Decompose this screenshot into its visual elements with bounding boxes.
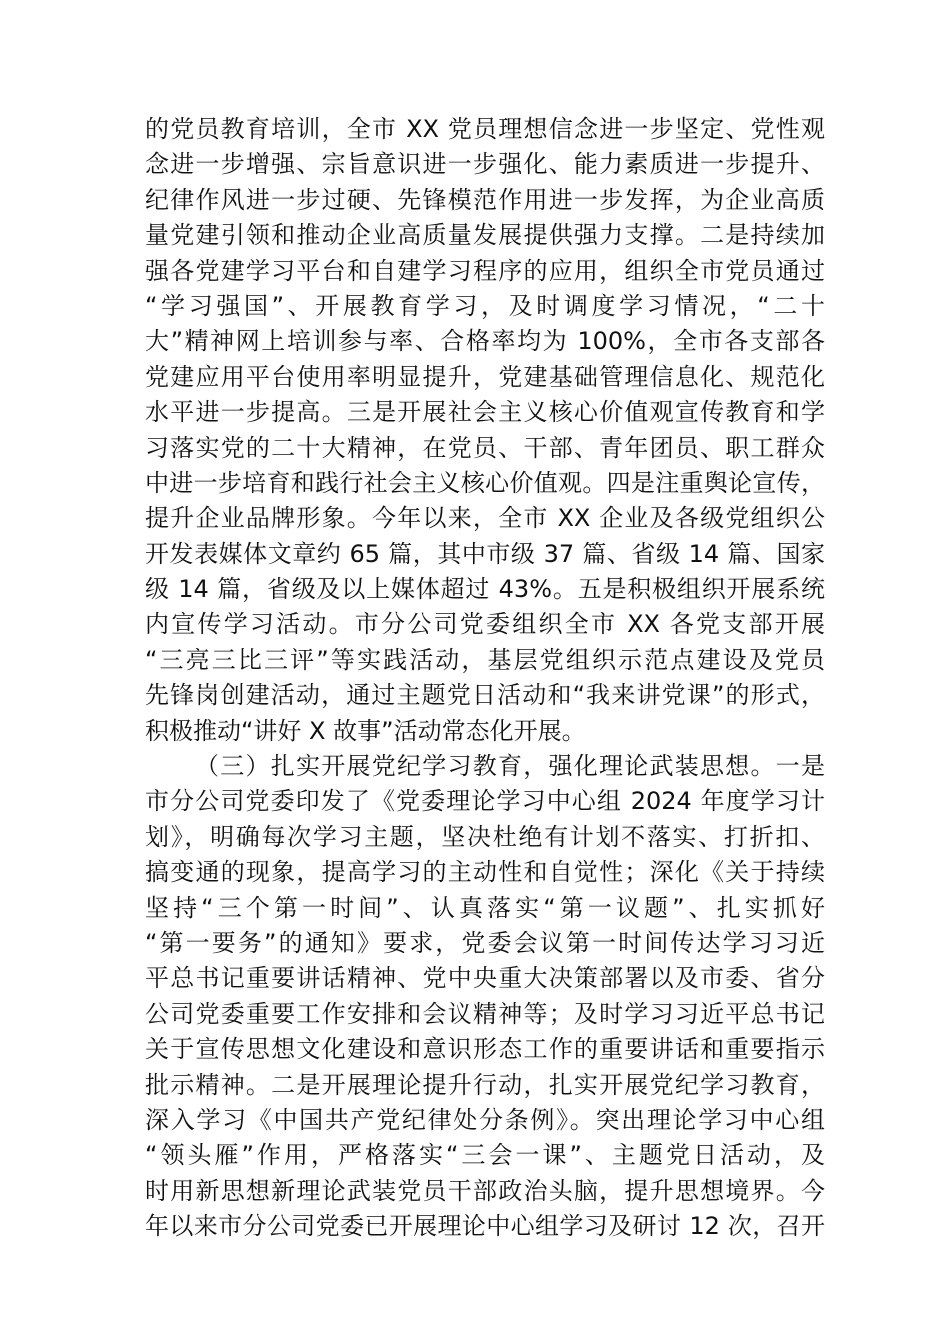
text-line: 搞变通的现象，提高学习的主动性和自觉性；深化《关于持续	[145, 858, 825, 887]
text-line: 深入学习《中国共产党纪律处分条例》。突出理论学习中心组	[145, 1105, 825, 1134]
text-line: “领头雁”作用，严格落实“三会一课”、主题党日活动，及	[145, 1141, 825, 1170]
text-line: “第一要务”的通知》要求，党委会议第一时间传达学习习近	[145, 928, 825, 957]
text-line: 级 14 篇，省级及以上媒体超过 43%。五是积极组织开展系统	[145, 575, 825, 604]
text-line: 平总书记重要讲话精神、党中央重大决策部署以及市委、省分	[145, 964, 825, 993]
text-line: 关于宣传思想文化建设和意识形态工作的重要讲话和重要指示	[145, 1035, 825, 1064]
text-line: 开发表媒体文章约 65 篇，其中市级 37 篇、省级 14 篇、国家	[145, 539, 825, 568]
text-line: 量党建引领和推动企业高质量发展提供强力支撑。二是持续加	[145, 221, 825, 250]
paragraph-end-line: 积极推动“讲好 X 故事”活动常态化开展。	[145, 716, 586, 745]
text-line: 强各党建学习平台和自建学习程序的应用，组织全市党员通过	[145, 256, 825, 285]
text-line: 年以来市分公司党委已开展理论中心组学习及研讨 12 次，召开	[145, 1212, 825, 1241]
text-line: 批示精神。二是开展理论提升行动，扎实开展党纪学习教育，	[145, 1070, 825, 1099]
text-line: “学习强国”、开展教育学习，及时调度学习情况，“二十	[145, 291, 825, 320]
text-line: 提升企业品牌形象。今年以来，全市 XX 企业及各级党组织公	[145, 504, 825, 533]
text-line: 时用新思想新理论武装党员干部政治头脑，提升思想境界。今	[145, 1176, 825, 1205]
section-heading-line: （三）扎实开展党纪学习教育，强化理论武装思想。一是	[195, 752, 825, 781]
text-line: 习落实党的二十大精神，在党员、干部、青年团员、职工群众	[145, 433, 825, 462]
text-line: 坚持“三个第一时间”、认真落实“第一议题”、扎实抓好	[145, 893, 825, 922]
text-line: 水平进一步提高。三是开展社会主义核心价值观宣传教育和学	[145, 398, 825, 427]
text-line: 纪律作风进一步过硬、先锋模范作用进一步发挥，为企业高质	[145, 185, 825, 214]
text-line: 市分公司党委印发了《党委理论学习中心组 2024 年度学习计	[145, 787, 825, 816]
body-text	[145, 112, 825, 1245]
text-line: 先锋岗创建活动，通过主题党日活动和“我来讲党课”的形式，	[145, 681, 825, 710]
text-line: 的党员教育培训，全市 XX 党员理想信念进一步坚定、党性观	[145, 115, 825, 143]
text-line: 大”精神网上培训参与率、合格率均为 100%，全市各支部各	[145, 327, 825, 356]
text-line: 公司党委重要工作安排和会议精神等；及时学习习近平总书记	[145, 999, 825, 1028]
text-line: 内宣传学习活动。市分公司党委组织全市 XX 各党支部开展	[145, 610, 825, 639]
text-line: 中进一步培育和践行社会主义核心价值观。四是注重舆论宣传，	[145, 468, 825, 497]
text-line: 划》，明确每次学习主题，坚决杜绝有计划不落实、打折扣、	[145, 822, 825, 851]
text-line: 念进一步增强、宗旨意识进一步强化、能力素质进一步提升、	[145, 150, 825, 179]
text-line: 党建应用平台使用率明显提升，党建基础管理信息化、规范化	[145, 362, 825, 391]
text-line: “三亮三比三评”等实践活动，基层党组织示范点建设及党员	[145, 645, 825, 674]
